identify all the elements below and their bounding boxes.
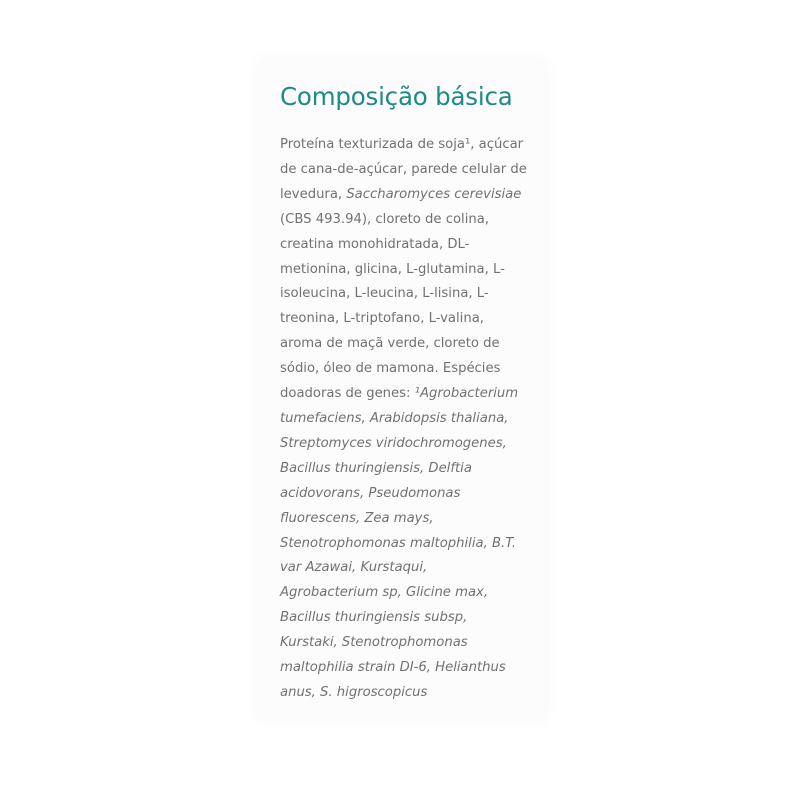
composition-line	[280, 606, 540, 631]
ingredient-text: doadoras de genes:	[280, 386, 415, 402]
ingredient-text: de cana-de-açúcar, parede celular de	[280, 161, 527, 177]
species-name-text: Saccharomyces cerevisiae	[346, 186, 522, 202]
ingredient-text: isoleucina, L-leucina, L-lisina, L-	[280, 286, 489, 302]
species-name-text: Bacillus thuringiensis, Delftia	[280, 460, 472, 476]
composition-line	[280, 357, 540, 382]
section-title: Composição básica	[280, 82, 513, 111]
ingredient-text: treonina, L-triptofano, L-valina,	[280, 311, 484, 327]
composition-line	[280, 432, 540, 457]
composition-line	[280, 233, 540, 258]
species-name-text: Stenotrophomonas maltophilia, B.T.	[280, 535, 516, 551]
composition-line	[280, 407, 540, 432]
species-name-text: fluorescens, Zea mays,	[280, 510, 434, 526]
composition-line	[280, 158, 540, 183]
ingredient-text: levedura,	[280, 186, 347, 202]
species-name-text: tumefaciens, Arabidopsis thaliana,	[280, 410, 509, 426]
composition-line	[280, 532, 540, 557]
composition-line	[280, 581, 540, 606]
species-name-text: ¹Agrobacterium	[414, 386, 519, 402]
species-name-text: Agrobacterium sp, Glicine max,	[280, 585, 489, 601]
species-name-text: Kurstaki, Stenotrophomonas	[280, 635, 468, 651]
ingredient-text: Proteína texturizada de soja¹, açúcar	[280, 137, 524, 152]
composition-line	[280, 382, 540, 407]
composition-line	[280, 507, 540, 532]
ingredient-text: creatina monohidratada, DL-	[280, 236, 470, 252]
composition-line	[280, 656, 540, 681]
species-name-text: Bacillus thuringiensis subsp,	[280, 610, 468, 626]
composition-line	[280, 133, 540, 158]
ingredient-text: aroma de maçã verde, cloreto de	[280, 336, 500, 352]
composition-text	[280, 133, 540, 706]
composition-line	[280, 556, 540, 581]
composition-line	[280, 482, 540, 507]
composition-line	[280, 332, 540, 357]
composition-line	[280, 183, 540, 208]
species-name-text: acidovorans, Pseudomonas	[280, 485, 461, 501]
composition-line	[280, 258, 540, 283]
composition-line	[280, 208, 540, 233]
ingredient-text: sódio, óleo de mamona. Espécies	[280, 361, 501, 377]
ingredient-text: (CBS 493.94), cloreto de colina,	[280, 211, 490, 227]
ingredient-text: metionina, glicina, L-glutamina, L-	[280, 261, 505, 277]
composition-line	[280, 282, 540, 307]
species-name-text: anus, S. higroscopicus	[280, 684, 428, 700]
composition-line	[280, 307, 540, 332]
species-name-text: maltophilia strain DI-6, Helianthus	[280, 660, 506, 676]
composition-line	[280, 631, 540, 656]
species-name-text: Streptomyces viridochromogenes,	[280, 435, 507, 451]
species-name-text: var Azawai, Kurstaqui,	[280, 560, 428, 576]
composition-line	[280, 457, 540, 482]
composition-line	[280, 681, 540, 706]
